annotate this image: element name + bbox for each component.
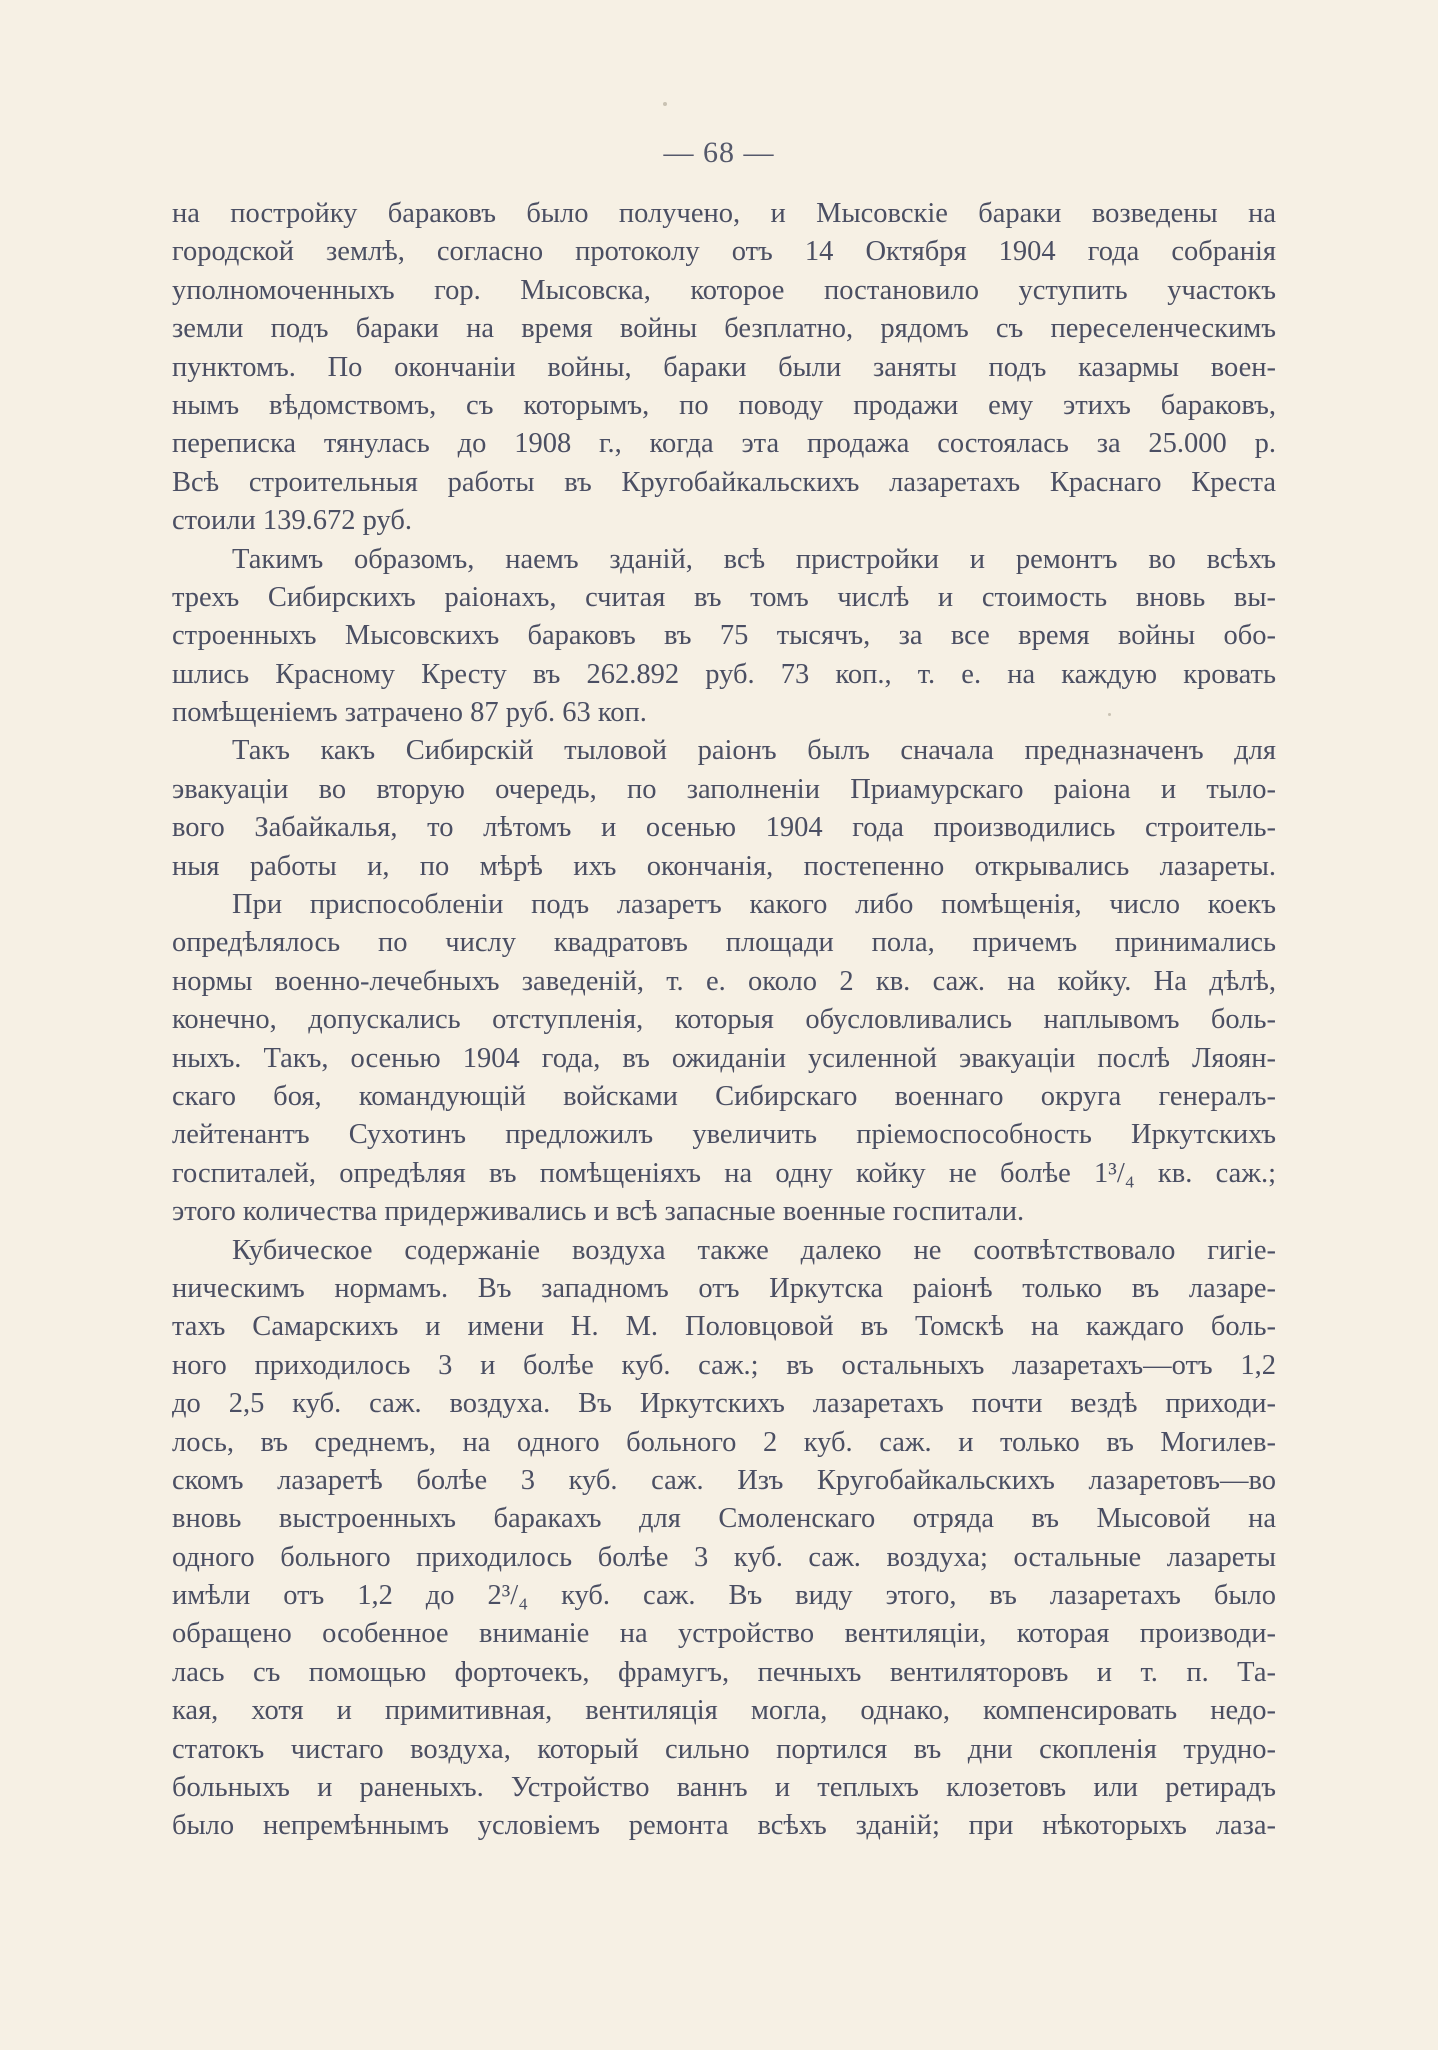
text-line: шлись Красному Кресту въ 262.892 руб. 73 коп., т. е. на каждую кровать	[172, 658, 1276, 690]
text-line: нормы военно-лечебныхъ заведеній, т. е. около 2 кв. саж. на койку. На дѣлѣ,	[172, 965, 1276, 997]
text-line: кая, хотя и примитивная, вентиляція могла, однако, компенсировать недо-	[172, 1695, 1276, 1727]
text-line: больныхъ и раненыхъ. Устройство ваннъ и теплыхъ клозетовъ или ретирадъ	[172, 1772, 1276, 1804]
text-line: скомъ лазаретѣ болѣе 3 куб. саж. Изъ Кругобайкальскихъ лазаретовъ—во	[172, 1464, 1276, 1496]
text-line: на постройку бараковъ было получено, и Мысовскіе бараки возведены на	[172, 198, 1276, 229]
text-line: лась съ помощью форточекъ, фрамугъ, печныхъ вентиляторовъ и т. п. Та-	[172, 1656, 1276, 1688]
text-line: ническимъ нормамъ. Въ западномъ отъ Иркутска раіонѣ только въ лазаре-	[172, 1272, 1276, 1304]
text-line: тахъ Самарскихъ и имени Н. М. Половцовой въ Томскѣ на каждаго боль-	[172, 1311, 1276, 1343]
text-line: переписка тянулась до 1908 г., когда эта продажа состоялась за 25.000 р.	[172, 428, 1276, 460]
text-line: трехъ Сибирскихъ раіонахъ, считая въ томъ числѣ и стоимость вновь вы-	[172, 581, 1276, 613]
text-line: до 2,5 куб. саж. воздуха. Въ Иркутскихъ лазаретахъ почти вездѣ приходи-	[172, 1388, 1276, 1420]
text-line: конечно, допускались отступленія, которыя обусловливались наплывомъ боль-	[172, 1004, 1276, 1036]
text-line: пунктомъ. По окончаніи войны, бараки были заняты подъ казармы воен-	[172, 351, 1276, 383]
text-line: помѣщеніемъ затрачено 87 руб. 63 коп.	[172, 697, 647, 729]
text-line: этого количества придерживались и всѣ запасные военные госпитали.	[172, 1196, 1025, 1228]
text-line: земли подъ бараки на время войны безплатно, рядомъ съ переселенческимъ	[172, 313, 1276, 345]
text-line: ныхъ. Такъ, осенью 1904 года, въ ожиданіи усиленной эвакуаціи послѣ Ляоян-	[172, 1042, 1276, 1074]
paragraph-start-line: Такимъ образомъ, наемъ зданій, всѣ пристройки и ремонтъ во всѣхъ	[232, 543, 1276, 575]
text-line: ныя работы и, по мѣрѣ ихъ окончанія, постепенно открывались лазареты.	[172, 850, 1276, 882]
page-number: — 68 —	[663, 136, 775, 169]
paper-speck	[663, 102, 667, 106]
text-line: скаго боя, командующій войсками Сибирскаго военнаго округа генералъ-	[172, 1080, 1276, 1112]
text-line: уполномоченныхъ гор. Мысовска, которое постановило уступить участокъ	[172, 274, 1276, 306]
text-line: было непремѣннымъ условіемъ ремонта всѣхъ зданій; при нѣкоторыхъ лаза-	[172, 1810, 1276, 1842]
text-line: ного приходилось 3 и болѣе куб. саж.; въ остальныхъ лазаретахъ—отъ 1,2	[172, 1349, 1276, 1381]
paper-speck	[1108, 713, 1111, 716]
text-line: обращено особенное вниманіе на устройство вентиляціи, которая производи-	[172, 1618, 1276, 1650]
text-line: эвакуаціи во вторую очередь, по заполненіи Приамурскаго раіона и тыло-	[172, 773, 1276, 805]
text-line: одного больного приходилось болѣе 3 куб. саж. воздуха; остальные лазареты	[172, 1541, 1276, 1573]
text-line: Всѣ строительныя работы въ Кругобайкальскихъ лазаретахъ Краснаго Креста	[172, 466, 1276, 498]
text-line: статокъ чистаго воздуха, который сильно портился въ дни скопленія трудно-	[172, 1733, 1276, 1765]
body-text	[172, 195, 1276, 1846]
text-line: лейтенантъ Сухотинъ предложилъ увеличить пріемоспособность Иркутскихъ	[172, 1119, 1276, 1151]
text-line: городской землѣ, согласно протоколу отъ 14 Октября 1904 года собранія	[172, 236, 1276, 268]
paragraph-start-line: При приспособленіи подъ лазаретъ какого либо помѣщенія, число коекъ	[232, 889, 1276, 921]
text-line: опредѣлялось по числу квадратовъ площади пола, причемъ принимались	[172, 927, 1276, 959]
text-line: нымъ вѣдомствомъ, съ которымъ, по поводу продажи ему этихъ бараковъ,	[172, 389, 1276, 421]
text-line: лось, въ среднемъ, на одного больного 2 куб. саж. и только въ Могилев-	[172, 1426, 1276, 1458]
paragraph-start-line: Кубическое содержаніе воздуха также далеко не соотвѣтствовало гигіе-	[232, 1234, 1276, 1266]
text-line: вого Забайкалья, то лѣтомъ и осенью 1904 года производились строитель-	[172, 812, 1276, 844]
text-line: имѣли отъ 1,2 до 2³/₄ куб. саж. Въ виду этого, въ лазаретахъ было	[172, 1580, 1276, 1612]
text-line: стоили 139.672 руб.	[172, 505, 412, 537]
paragraph-start-line: Такъ какъ Сибирскій тыловой раіонъ былъ сначала предназначенъ для	[232, 735, 1276, 767]
text-line: вновь выстроенныхъ баракахъ для Смоленскаго отряда въ Мысовой на	[172, 1503, 1276, 1535]
text-line: госпиталей, опредѣляя въ помѣщеніяхъ на одну койку не болѣе 1³/₄ кв. саж.;	[172, 1157, 1276, 1189]
text-line: строенныхъ Мысовскихъ бараковъ въ 75 тысячъ, за все время войны обо-	[172, 620, 1276, 652]
